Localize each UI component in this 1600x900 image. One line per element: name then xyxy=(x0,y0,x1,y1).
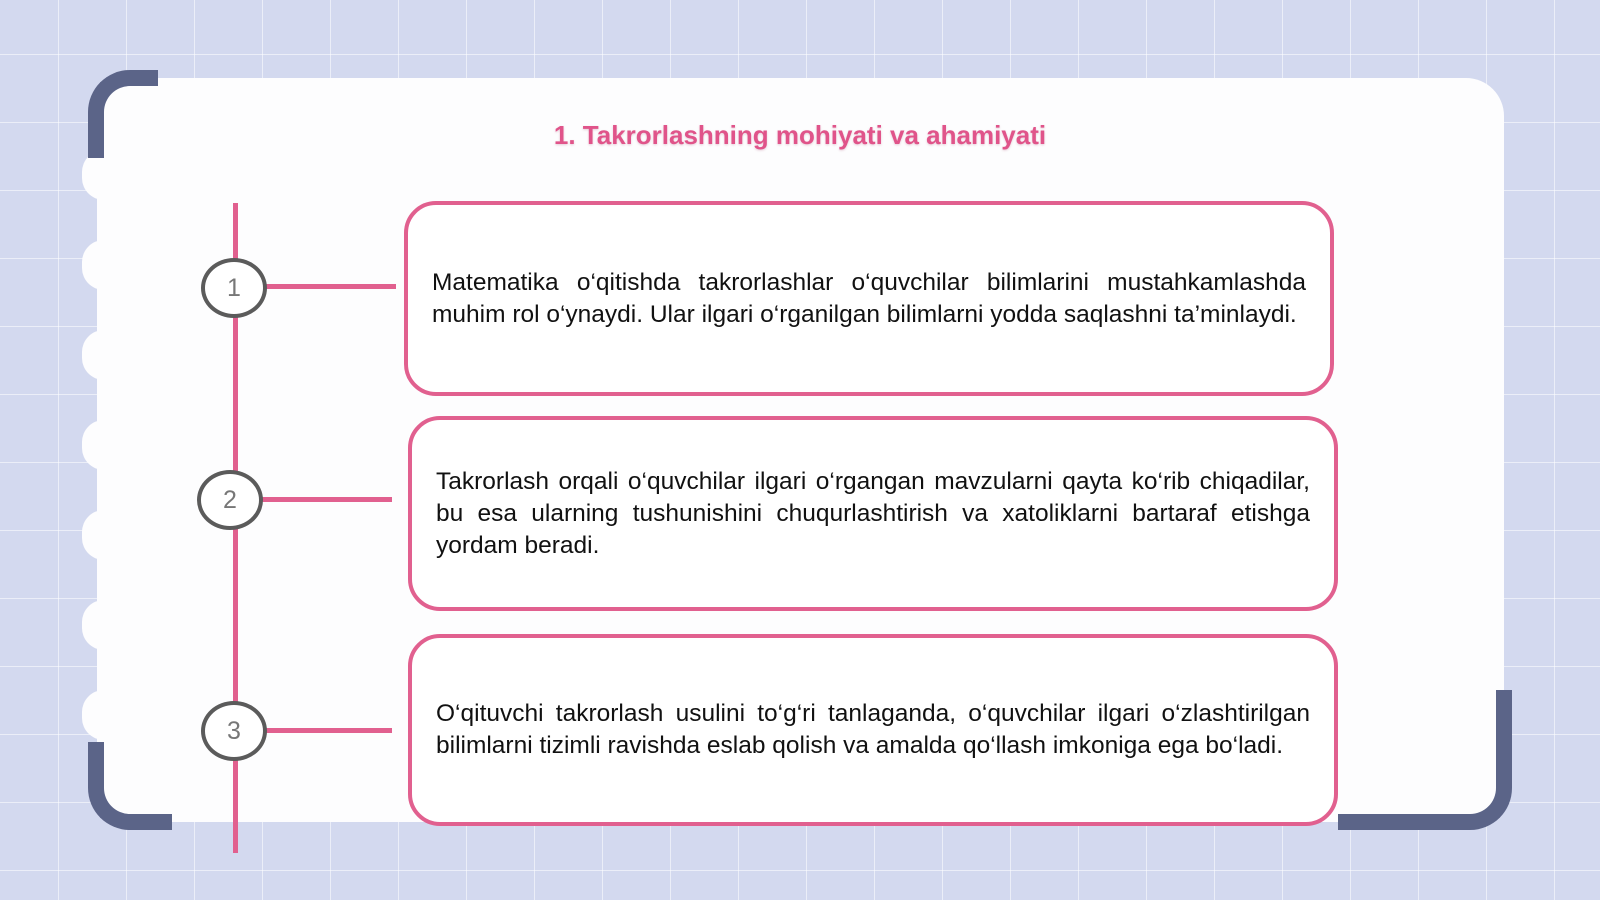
slide-title: 1. Takrorlashning mohiyati va ahamiyati xyxy=(553,120,1047,150)
corner-bracket-bottom-left xyxy=(88,742,172,830)
page-scallop xyxy=(82,600,126,650)
content-text-2: Takrorlash orqali o‘quvchilar ilgari o‘rgangan mavzularni qayta ko‘rib chiqadilar, bu esa ularning tushunishini chuqurlashtirish va xatoliklarni bartaraf etishga yordam beradi. xyxy=(436,467,1310,559)
corner-bracket-top-left xyxy=(88,70,158,158)
timeline-connector xyxy=(262,497,392,502)
step-number-2: 2 xyxy=(197,470,263,530)
content-box-3 xyxy=(408,634,1338,826)
timeline-connector xyxy=(266,284,396,289)
page-scallop xyxy=(82,420,126,470)
page-scallop xyxy=(82,690,126,740)
page-scallop xyxy=(82,510,126,560)
content-box-1 xyxy=(404,201,1334,396)
content-text-1: Matematika o‘qitishda takrorlashlar o‘quvchilar bilimlarini mustahkamlashda muhim rol o‘ynaydi. Ular ilgari o‘rganilgan bilimlarni yodda saqlashni ta’minlaydi. xyxy=(432,268,1306,328)
content-box-2 xyxy=(408,416,1338,611)
step-number-3: 3 xyxy=(201,701,267,761)
page-scallop xyxy=(82,240,126,290)
page-scallop xyxy=(82,330,126,380)
step-number-1: 1 xyxy=(201,258,267,318)
content-text-3: O‘qituvchi takrorlash usulini to‘g‘ri tanlaganda, o‘quvchilar ilgari o‘zlashtirilgan bilimlarni tizimli ravishda eslab qolish va amalda qo‘llash imkoniga ega bo‘ladi. xyxy=(436,700,1310,759)
timeline-connector xyxy=(266,728,392,733)
corner-bracket-bottom-right xyxy=(1338,690,1512,830)
